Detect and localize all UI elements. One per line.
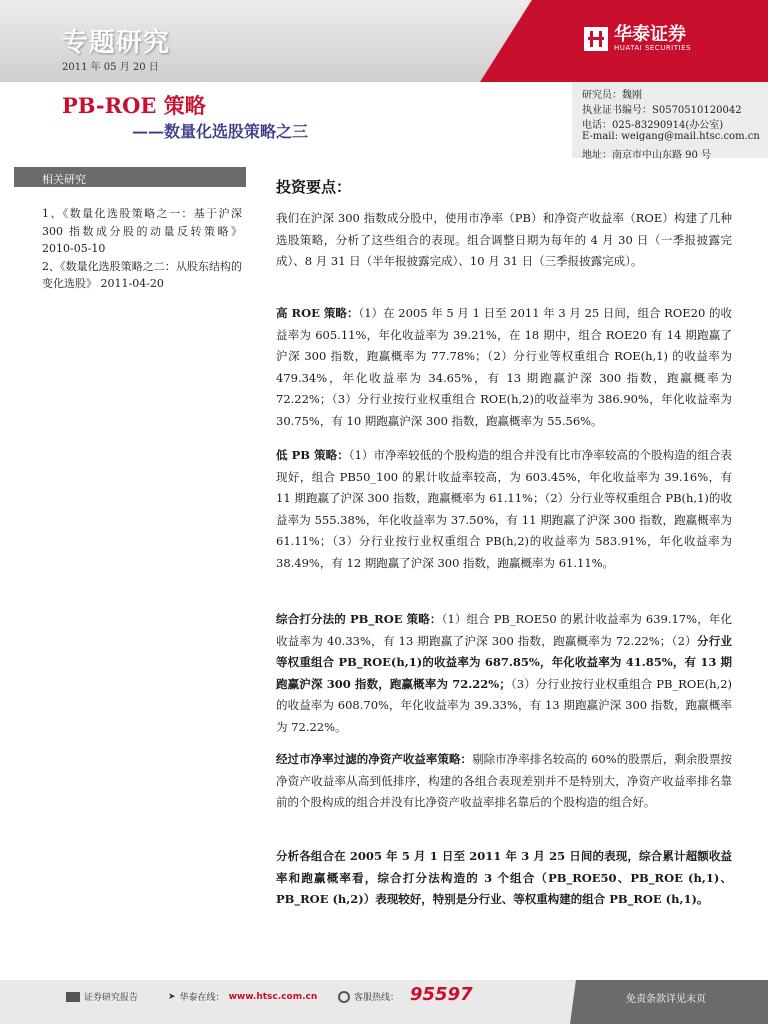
intro-paragraph: 我们在沪深 300 指数成分股中，使用市净率（PB）和净资产收益率（ROE）构建了几种选股策略，分析了这些组合的表现。组合调整日期为每年的 4 月 30 日（一季报披露完成）、8 月 31 日（半年报披露完成）、10 月 31 日（三季报披露完成）。 (276, 211, 732, 269)
author-email[interactable]: E-mail: weigang@mail.htsc.com.cn (582, 131, 760, 142)
related-item[interactable]: 2、《数量化选股策略之二：从股东结构的变化选股》 2011-04-20 (42, 259, 242, 290)
cursor-icon: ➤ (168, 991, 176, 1002)
footer-hotline (338, 990, 399, 1003)
author-address: 地址：南京市中山东路 90 号 (582, 150, 712, 161)
footer-disclaimer: 免责条款详见末页 (626, 994, 706, 1005)
conclusion-paragraph (276, 846, 732, 911)
logo-name-en: HUATAI SECURITIES (614, 44, 691, 52)
pb-roe-text-a: （1）组合 PB_ROE50 的累计收益率为 639.17%，年化收益率为 40.33%，有 13 期跑赢了沪深 300 指数，跑赢概率为 72.22%；（2） (276, 612, 732, 648)
filtered-roe-label: 经过市净率过滤的净资产收益率策略： (276, 752, 473, 766)
author-researcher: 研究员：魏刚 (582, 90, 642, 101)
report-type-title: 专题研究 (62, 28, 171, 58)
high-roe-paragraph (276, 303, 732, 433)
footer-online-label: 华泰在线： (179, 993, 225, 1003)
huatai-logo-icon (584, 27, 608, 51)
footer-hotline-number[interactable]: 95597 (410, 984, 473, 1005)
pb-roe-label: 综合打分法的 PB_ROE 策略： (276, 612, 442, 626)
footer-url-link[interactable]: www.htsc.com.cn (228, 991, 318, 1002)
filtered-roe-paragraph (276, 749, 732, 814)
report-title: PB-ROE 策略 (62, 93, 206, 118)
folder-icon (66, 992, 80, 1002)
conclusion-text: 分析各组合在 2005 年 5 月 1 日至 2011 年 3 月 25 日间的表现，综合累计超额收益率和跑赢概率看，综合打分法构造的 3 个组合（PB_ROE50、PB_ROE (h,1)、PB_ROE (h,2)）表现较好，特别是分行业、等权重构建的组合 PB_ROE (h,1)。 (276, 849, 732, 907)
related-research-heading: 相关研究 (42, 173, 86, 186)
author-phone: 电话：025-83290914(办公室) (582, 120, 724, 131)
pb-roe-text-c: （3）分行业按行业权重组合 PB_ROE(h,2)的收益率为 608.70%，年化收益率为 39.33%，有 13 期跑赢沪深 300 指数，跑赢概率为 72.22%。 (276, 676, 733, 734)
high-roe-label: 高 ROE 策略： (276, 306, 359, 320)
low-pb-label: 低 PB 策略： (276, 448, 349, 462)
author-cert: 执业证书编号：S0570510120042 (582, 105, 742, 116)
footer-reports-label: 证券研究报告 (84, 993, 139, 1003)
high-roe-text: （1）在 2005 年 5 月 1 日至 2011 年 3 月 25 日间，组合 ROE20 的收益率为 605.11%，年化收益率为 39.21%，在 18 期中，组合 ROE20 有 14 期跑赢了沪深 300 指数，跑赢概率为 77.78%；（2）分行业等权重组合 ROE(h,1) 的收益率为 479.34%，年化收益率为 34.65%，有 13 期跑赢沪深 300 指数，跑赢概率为 72.22%；（3）分行业按行业权重组合 ROE(h,2)的收益率为 386.90%，年化收益率为 30.75%，有 10 期跑赢沪深 300 指数，跑赢概率为 55.56%。 (276, 306, 732, 428)
report-date: 2011 年 05 月 20 日 (62, 62, 159, 73)
related-item[interactable]: 1、《数量化选股策略之一：基于沪深 300 指数成分股的动量反转策略》 2010-05-10 (42, 207, 242, 255)
brand-logo (584, 26, 691, 52)
pb-roe-text-b: 分行业等权重组合 PB_ROE(h,1)的收益率为 687.85%，年化收益率为 41.85%，有 13 期跑赢沪深 300 指数，跑赢概率为 72.22%； (276, 633, 733, 691)
report-subtitle: ——数量化选股策略之三 (132, 122, 309, 141)
related-research-list (42, 205, 242, 293)
low-pb-paragraph (276, 445, 732, 575)
filtered-roe-text: 剔除市净率排名较高的 60%的股票后，剩余股票按净资产收益率从高到低排序，构建的各组合表现差别并不是特别大，净资产收益率排名靠前的个股构成的组合并没有比净资产收益率排名靠后的个股构造的组合好。 (276, 752, 732, 810)
footer-hotline-label: 客服热线： (354, 993, 400, 1003)
phone-icon (338, 991, 350, 1003)
footer-reports (66, 990, 138, 1003)
low-pb-text: （1）市净率较低的个股构造的组合并没有比市净率较高的个股构造的组合表现好，组合 PB50_100 的累计收益率较高，为 603.45%，年化收益率为 39.16%，有 11 期跑赢了沪深 300 指数，跑赢概率为 61.11%；（2）分行业等权重组合 PB(h,1)的收益率为 555.38%，年化收益率为 37.50%，有 11 期跑赢了沪深 300 指数，跑赢概率为 61.11%；（3）分行业按行业权重组合 PB(h,2)的收益率为 583.91%，年化收益率为 38.49%，有 12 期跑赢了沪深 300 指数，跑赢概率为 61.11%。 (276, 448, 732, 570)
footer-online (168, 990, 317, 1003)
key-points-heading: 投资要点： (276, 178, 352, 196)
pb-roe-paragraph (276, 609, 732, 739)
logo-name-cn: 华泰证券 (614, 24, 686, 45)
